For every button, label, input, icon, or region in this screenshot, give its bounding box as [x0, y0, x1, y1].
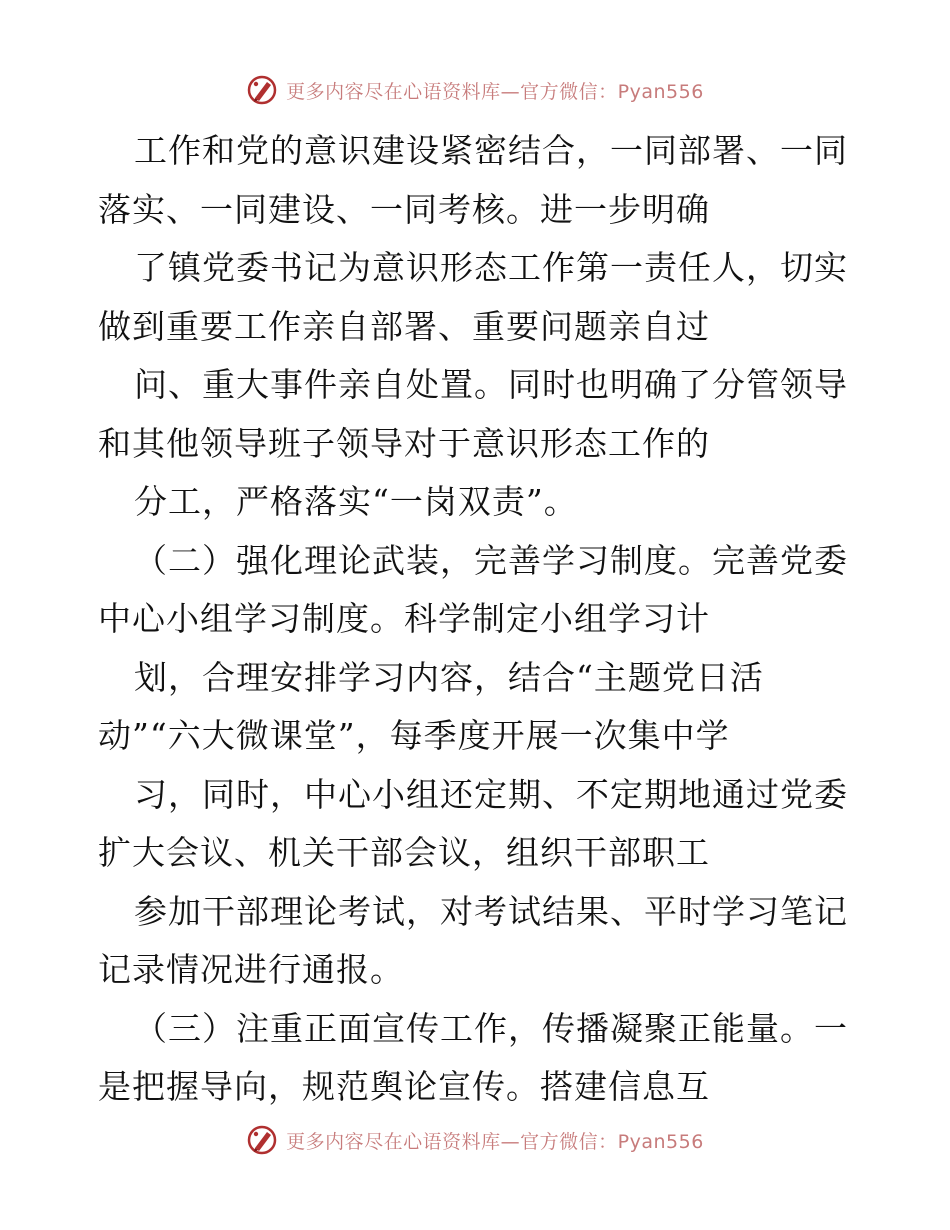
text-line: 了镇党委书记为意识形态工作第一责任人，切实: [134, 248, 848, 287]
text-line: 划，合理安排学习内容，结合“主题党日活: [134, 657, 764, 697]
header-watermark: [0, 72, 950, 108]
text-line: 分工，严格落实“一岗双责”。: [134, 482, 578, 521]
pen-logo-icon: [246, 74, 278, 106]
text-line: 是把握导向，规范舆论宣传。搭建信息互: [98, 1067, 710, 1106]
footer-watermark-text: 更多内容尽在心语资料库—官方微信：Pyan556: [286, 1130, 704, 1153]
pen-logo-icon: [246, 1124, 278, 1156]
body-text: [98, 122, 858, 1117]
header-watermark-text: 更多内容尽在心语资料库—官方微信：Pyan556: [286, 80, 704, 103]
text-line: 习，同时，中心小组还定期、不定期地通过党委: [134, 774, 848, 814]
text-line: 中心小组学习制度。科学制定小组学习计: [98, 599, 710, 638]
text-line: 落实、一同建设、一同考核。进一步明确: [98, 189, 710, 229]
text-line: 扩大会议、机关干部会议，组织干部职工: [98, 833, 710, 872]
text-line: 做到重要工作亲自部署、重要问题亲自过: [98, 306, 710, 346]
text-line: 工作和党的意识建设紧密结合，一同部署、一同: [134, 131, 848, 170]
text-line: 参加干部理论考试，对考试结果、平时学习笔记: [134, 891, 848, 931]
text-line: （三）注重正面宣传工作，传播凝聚正能量。一: [134, 1008, 848, 1048]
text-line: 记录情况进行通报。: [98, 950, 404, 989]
text-line: 动”“六大微课堂”，每季度开展一次集中学: [98, 716, 730, 755]
footer-watermark: [0, 1122, 950, 1158]
text-line: 和其他领导班子领导对于意识形态工作的: [98, 423, 710, 463]
text-line: 问、重大事件亲自处置。同时也明确了分管领导: [134, 365, 848, 404]
text-line: （二）强化理论武装，完善学习制度。完善党委: [134, 540, 848, 580]
